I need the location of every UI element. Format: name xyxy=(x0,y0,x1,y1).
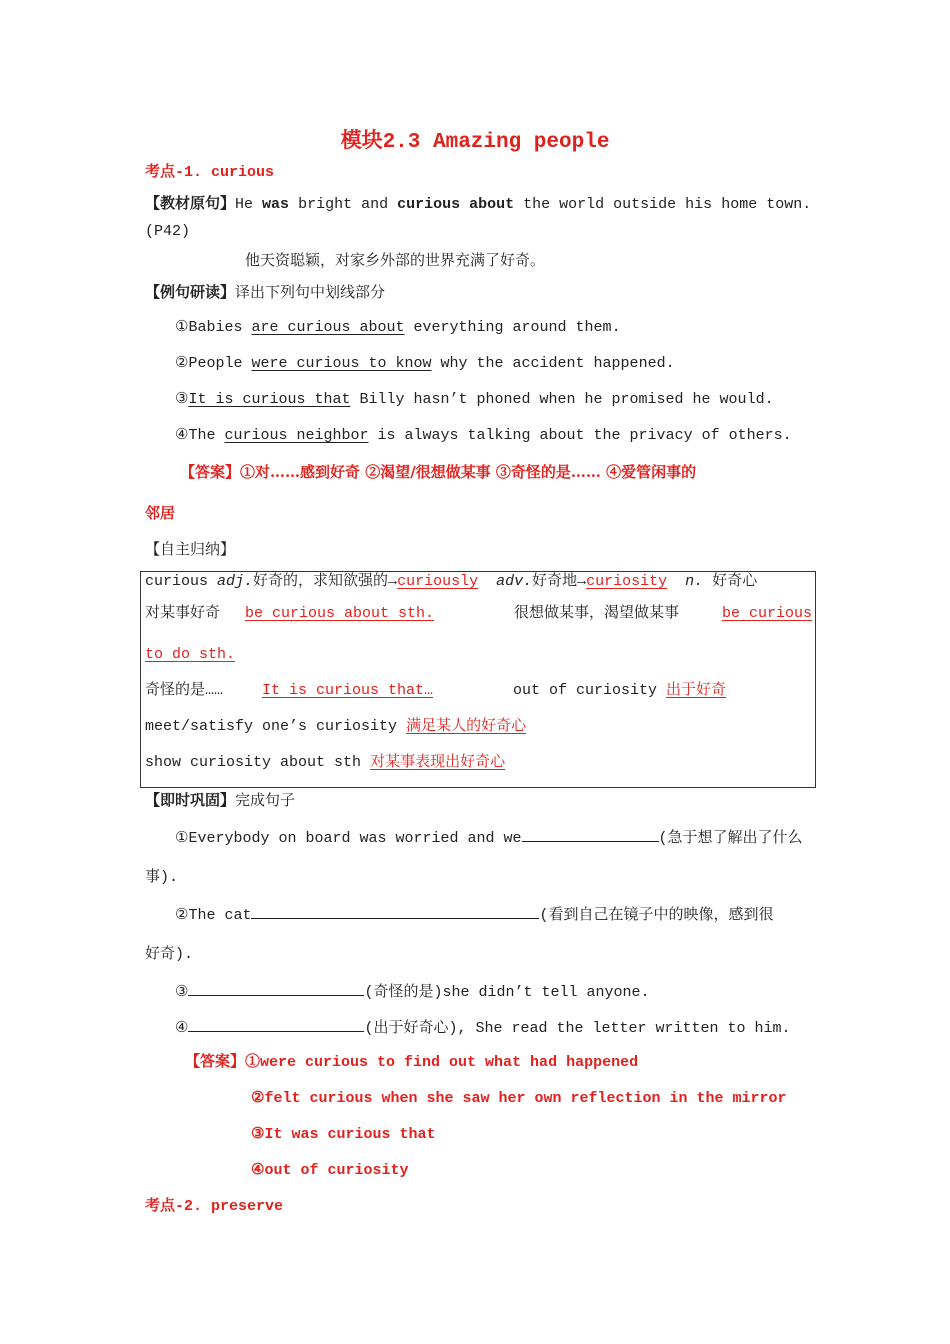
summary-text: meet/satisfy one’s curiosity xyxy=(145,718,398,735)
practice-text: ②The cat xyxy=(175,907,252,924)
practice-text: ①Everybody on board was worried and we xyxy=(175,830,522,847)
summary-row xyxy=(513,681,726,701)
answer-blank[interactable] xyxy=(188,981,364,996)
source-keyword: was xyxy=(262,196,290,213)
answer-blank[interactable] xyxy=(188,1017,364,1032)
summary-text: out of curiosity xyxy=(513,682,658,699)
example-underlined: were curious to know xyxy=(251,355,432,372)
study-section xyxy=(145,282,385,302)
practice-item xyxy=(175,904,773,926)
summary-answer: curiously xyxy=(397,573,479,590)
answer-blank[interactable] xyxy=(251,904,539,919)
example-text: ④The xyxy=(175,427,216,444)
example-underlined: are curious about xyxy=(251,319,405,336)
summary-answer: 对某事表现出好奇心 xyxy=(370,754,506,771)
summary-row xyxy=(145,717,526,737)
summary-text: 奇怪的是…… xyxy=(145,682,224,699)
summary-answer: 出于好奇 xyxy=(666,682,727,699)
example-underlined: curious neighbor xyxy=(224,427,369,444)
answer-item: ①were curious to find out what had happened xyxy=(245,1054,639,1071)
example-text: everything around them. xyxy=(413,319,621,336)
example-text: ③ xyxy=(175,391,189,408)
practice-item xyxy=(175,1017,791,1039)
answer-block-2 xyxy=(185,1053,638,1073)
example-sentence xyxy=(175,318,621,338)
summary-text: 很想做某事，渴望做某事 xyxy=(514,605,680,622)
source-keyword: curious about xyxy=(397,196,515,213)
example-sentence xyxy=(175,426,792,446)
summary-answer: be curious xyxy=(722,605,813,622)
summary-text: 对某事好奇 xyxy=(145,605,221,622)
example-sentence xyxy=(175,354,675,374)
source-text: the world outside his home town. xyxy=(523,196,812,213)
answer-item: ③It was curious that xyxy=(251,1126,436,1143)
example-text: ①Babies xyxy=(175,319,243,336)
study-label: 【例句研读】 xyxy=(145,283,236,301)
summary-answer: It is curious that… xyxy=(262,682,434,699)
source-sentence xyxy=(145,195,811,215)
summary-label: 【自主归纳】 xyxy=(145,540,236,558)
summary-pos: n. xyxy=(685,573,704,590)
practice-item xyxy=(175,827,803,849)
practice-text: (出于好奇心), She read the letter written to him. xyxy=(364,1020,791,1037)
practice-text: ③ xyxy=(175,984,189,1001)
practice-item xyxy=(175,981,650,1003)
summary-text: show curiosity about sth xyxy=(145,754,362,771)
summary-row xyxy=(145,753,505,773)
source-label: 【教材原句】 xyxy=(145,196,236,213)
practice-text: (急于想了解出了什么 xyxy=(658,830,803,847)
summary-text: 好奇地→ xyxy=(532,573,587,590)
study-instruction: 译出下列句中划线部分 xyxy=(235,283,386,301)
example-text: Billy hasn’t phoned when he promised he would. xyxy=(359,391,774,408)
source-text: bright and xyxy=(298,196,389,213)
practice-text: 事). xyxy=(145,869,179,886)
summary-answer: be curious about sth. xyxy=(245,605,435,622)
source-translation: 他天资聪颖，对家乡外部的世界充满了好奇。 xyxy=(245,251,546,269)
answer-block-1-cont: 邻居 xyxy=(145,504,176,522)
page-title: 模块2.3 Amazing people xyxy=(340,131,610,154)
example-text: why the accident happened. xyxy=(440,355,675,372)
summary-text: curious xyxy=(145,573,209,590)
practice-text: 好奇). xyxy=(145,946,194,963)
practice-label: 【即时巩固】 xyxy=(145,791,236,809)
answer-item: ②felt curious when she saw her own reflection in the mirror xyxy=(251,1090,787,1107)
summary-answer: curiosity xyxy=(586,573,668,590)
example-text: ②People xyxy=(175,355,243,372)
answer-item: ④out of curiosity xyxy=(251,1162,409,1179)
summary-pos: adj. xyxy=(217,573,254,590)
example-underlined: It is curious that xyxy=(188,391,351,408)
source-page-ref: (P42) xyxy=(145,223,191,240)
summary-answer: to do sth. xyxy=(145,646,236,663)
source-text: He xyxy=(235,196,254,213)
answer-blank[interactable] xyxy=(522,827,659,842)
practice-text: (看到自己在镜子中的映像，感到很 xyxy=(539,907,774,924)
practice-text: ④ xyxy=(175,1020,189,1037)
summary-answer: 满足某人的好奇心 xyxy=(406,718,527,735)
example-sentence xyxy=(175,390,774,410)
answer-block-1: 【答案】①对……感到好奇 ②渴望/很想做某事 ③奇怪的是…… ④爱管闲事的 xyxy=(180,463,697,481)
practice-section xyxy=(145,790,295,810)
summary-row xyxy=(145,572,757,592)
point2-heading: 考点-2. preserve xyxy=(145,1198,284,1215)
point1-heading: 考点-1. curious xyxy=(145,164,275,181)
summary-text: 好奇的，求知欲强的→ xyxy=(253,573,398,590)
practice-instruction: 完成句子 xyxy=(235,791,296,809)
practice-text: (奇怪的是)she didn’t tell anyone. xyxy=(364,984,650,1001)
answer-label: 【答案】 xyxy=(185,1054,246,1071)
example-text: is always talking about the privacy of others. xyxy=(377,427,792,444)
summary-pos: adv. xyxy=(496,573,533,590)
summary-text: 好奇心 xyxy=(712,573,758,590)
